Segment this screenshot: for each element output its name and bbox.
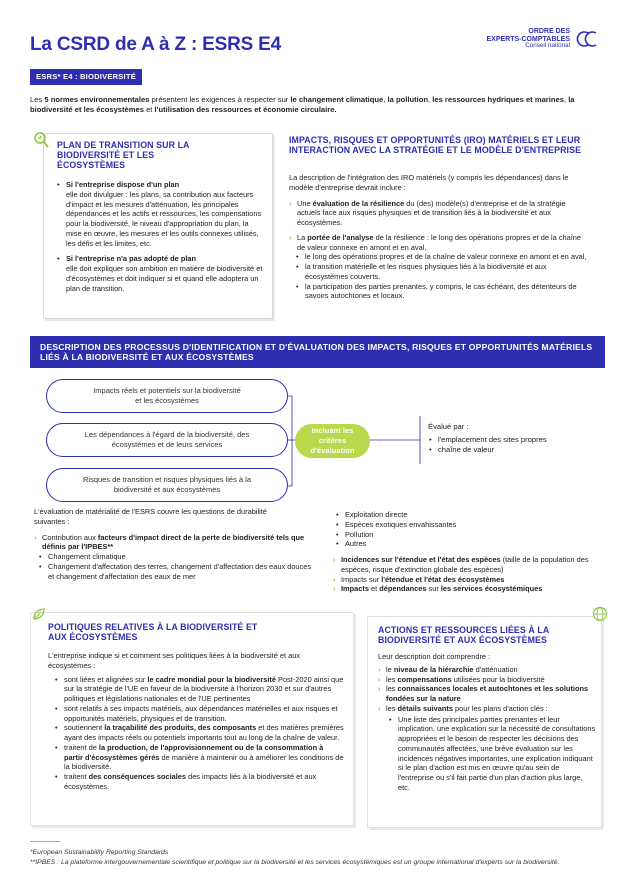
process-item-impacts: Impacts réels et potentiels sur la biodiversité et les écosystèmes: [46, 379, 288, 413]
actions-content: [378, 652, 596, 793]
action-item-1: › le niveau de la hiérarchie d'atténuation: [378, 664, 518, 674]
logo-line1: ORDRE DES: [528, 28, 570, 35]
chevron-right-icon: ›: [378, 674, 381, 684]
action-item-3: › les connaissances locales et autochtones et les solutions fondées sur la nature: [378, 684, 589, 704]
chevron-right-icon: ›: [34, 532, 37, 542]
chevron-right-icon: ›: [333, 584, 336, 594]
policies-title: POLITIQUES RELATIVES À LA BIODIVERSITÉ ET AUX ÉCOSYSTÈMES: [48, 622, 258, 643]
eval-title: Évalué par :: [428, 422, 469, 431]
driver-pollution: • Pollution: [335, 530, 603, 540]
plan-bullet-1: • Si l'entreprise dispose d'un plan elle doit divulguer : les plans, sa contribution aux facteurs d'impact et les mesures d'atténuation, les principales dépendances et les actifs et ressources, les compensations pour la biodiversité, le niveau d'appropriation du plan, la mise en œuvre, les mesures et les outils connexes utilisés, les défis et les limites, etc.: [56, 180, 266, 248]
process-center-criteria: Incluant les critères d'évaluation: [295, 424, 370, 458]
globe-icon: [592, 606, 608, 622]
logo-line3: Conseil national: [525, 42, 570, 50]
eval-item-2: • chaîne de valeur: [428, 445, 598, 455]
policy-item-1: • sont liées et alignées sur le cadre mondial pour la biodiversité Post-2020 ainsi que sur la stratégie de l'UE en faveur de la biodiversité à l'horizon 2030 et sur d'autres politiques et législations nationales et de l'UE pertinentes: [54, 675, 344, 704]
iro-sub-2: • la transition matérielle et les risques physiques liés à la biodiversité et aux écosystèmes couverts.: [295, 262, 589, 282]
driver-climate: • Changement climatique: [38, 552, 319, 562]
process-band: DESCRIPTION DES PROCESSUS D'IDENTIFICATION ET D'ÉVALUATION DES IMPACTS, RISQUES ET OPPORTUNITÉS MATÉRIELS LIÉS À LA BIODIVERSITÉ ET AUX ÉCOSYSTÈMES: [30, 336, 605, 368]
eval-item-1: • l'emplacement des sites propres: [428, 435, 598, 445]
materiality-item-species: › Incidences sur l'étendue et l'état des espèces (taille de la population des espèces, risque d'extinction globale des espèces): [333, 555, 589, 574]
iro-sub-3: • la participation des parties prenantes, y compris, le cas échéant, des détenteurs de savoirs autochtones et locaux.: [295, 282, 589, 302]
action-item-4: › les détails suivants pour les plans d'action clés :: [378, 703, 548, 713]
iro-sub-1: • le long des opérations propres et de la chaîne de valeur connexe en amont et en aval,: [295, 252, 589, 262]
chevron-right-icon: ›: [289, 198, 292, 208]
policy-item-3: • soutiennent la traçabilité des produits, des composants et des matières premières ayant des impacts réels ou potentiels importants tout au long de la chaîne de valeur.: [54, 723, 344, 743]
materiality-intro: L'évaluation de matérialité de l'ESRS couvre les questions de durabilité suivantes :: [34, 507, 267, 526]
action-item-2: › les compensations utilisées pour la biodiversité: [378, 674, 545, 684]
action-sub-details: • Une liste des principales parties prenantes et leur implication, une explication sur la nécessité de consultations appropriées et le besoin de respecter les décisions des communautés affectées, une brève évaluation sur les incidences négatives importantes, une explication indiquant si le plan d'action est mis en œuvre qu'au sein de l'entreprise ou s'il fait partie d'un plan d'action plus large, etc.: [388, 715, 596, 793]
section-tag: ESRS* E4 : BIODIVERSITÉ: [30, 69, 142, 85]
chevron-right-icon: ›: [333, 555, 336, 565]
footnote-2: **IPBES : La plateforme intergouvernementale scientifique et politique sur la biodiversité et les services écosystémiques est un groupe international d'experts sur la biodiversité.: [30, 859, 560, 866]
plan-title: PLAN DE TRANSITION SUR LA BIODIVERSITÉ ET LES ÉCOSYSTÈMES: [57, 140, 190, 171]
materiality-item-ipbes: › Contribution aux facteurs d'impact direct de la perte de biodiversité tels que définis par l'IPBES**: [34, 532, 305, 552]
actions-title: ACTIONS ET RESSOURCES LIÉES À LA BIODIVERSITÉ ET AUX ÉCOSYSTÈMES: [378, 625, 550, 646]
process-item-risques: Risques de transition et risques physiques liés à la biodiversité et aux écosystèmes: [46, 468, 288, 502]
leaf-icon: [32, 607, 46, 621]
materiality-left: [34, 507, 319, 581]
process-item-dependances: Les dépendances à l'égard de la biodiversité, des écosystèmes et de leurs services: [46, 423, 288, 457]
policy-item-4: • traitent de la production, de l'approvisionnement ou de la consommation à partir d'écosystèmes gérés de manière à maintenir ou à améliorer les conditions de la biodiversité.: [54, 743, 344, 772]
driver-invasive: • Espèces exotiques envahissantes: [335, 520, 603, 530]
policy-item-2: • sont relatifs à ses impacts matériels, aux dépendances matérielles et aux risques et opportunités matériels, physiques et de transition.: [54, 704, 344, 724]
chevron-right-icon: ›: [289, 232, 292, 242]
chevron-right-icon: ›: [378, 703, 381, 713]
chevron-right-icon: ›: [378, 684, 381, 694]
chevron-right-icon: ›: [333, 574, 336, 584]
actions-intro: Leur description doit comprendre :: [378, 652, 491, 661]
iro-item-1: › Une évaluation de la résilience du (des) modèle(s) d'entreprise et de la stratégie actuels face aux risques physiques et de transition liés à la biodiversité et aux écosystèmes.: [289, 198, 566, 228]
page-title: La CSRD de A à Z : ESRS E4: [30, 34, 282, 55]
process-evaluated-by: [428, 422, 598, 455]
plan-bullet-2: • Si l'entreprise n'a pas adopté de plan elle doit expliquer son ambition en matière de biodiversité et d'écosystèmes et doit indiquer si et quand elle adoptera un plan de transition.: [56, 254, 266, 293]
logo-line2: EXPERTS-COMPTABLES: [486, 35, 570, 43]
policy-item-5: • traitent des conséquences sociales des impacts liés à la biodiversité et aux écosystèmes.: [54, 772, 344, 792]
footnote-1: *European Sustainability Reporting Standards: [30, 849, 169, 856]
policies-intro: L'entreprise indique si et comment ses politiques liées à la biodiversité et aux écosystèmes :: [48, 651, 301, 670]
driver-exploitation: • Exploitation directe: [335, 510, 603, 520]
driver-land-use: • Changement d'affectation des terres, changement d'affectation des eaux douces et changement d'affectation des eaux de mer: [38, 562, 319, 582]
driver-other: • Autres: [335, 539, 603, 549]
iro-item-2: › La portée de l'analyse de la résilience : le long des opérations propres et de la chaîne de valeur connexe en amont et en aval,: [289, 232, 582, 252]
iro-title: IMPACTS, RISQUES ET OPPORTUNITÉS (IRO) MATÉRIELS ET LEUR INTERACTION AVEC LA STRATÉGIE ET LE MODÈLE D'ENTREPRISE: [289, 135, 582, 156]
policies-content: [48, 651, 344, 792]
chevron-right-icon: ›: [378, 664, 381, 674]
materiality-item-ecosystems: › Impacts sur l'étendue et l'état des écosystèmes: [333, 574, 505, 584]
intro-paragraph: Les 5 normes environnementales présentent les exigences à respecter sur le changement climatique, la pollution, les ressources hydriques et marines, la biodiversité et les écosystèmes et l'utilisation des ressources et économie circulaire.: [30, 95, 575, 115]
iro-intro: La description de l'intégration des IRO matériels (y compris les dépendances) dans le modèle d'entreprise devrait inclure :: [289, 173, 569, 192]
materiality-item-services: › Impacts et dépendances sur les services écosystémiques: [333, 584, 543, 594]
materiality-right: [333, 510, 603, 594]
footnote-divider: [30, 841, 60, 842]
